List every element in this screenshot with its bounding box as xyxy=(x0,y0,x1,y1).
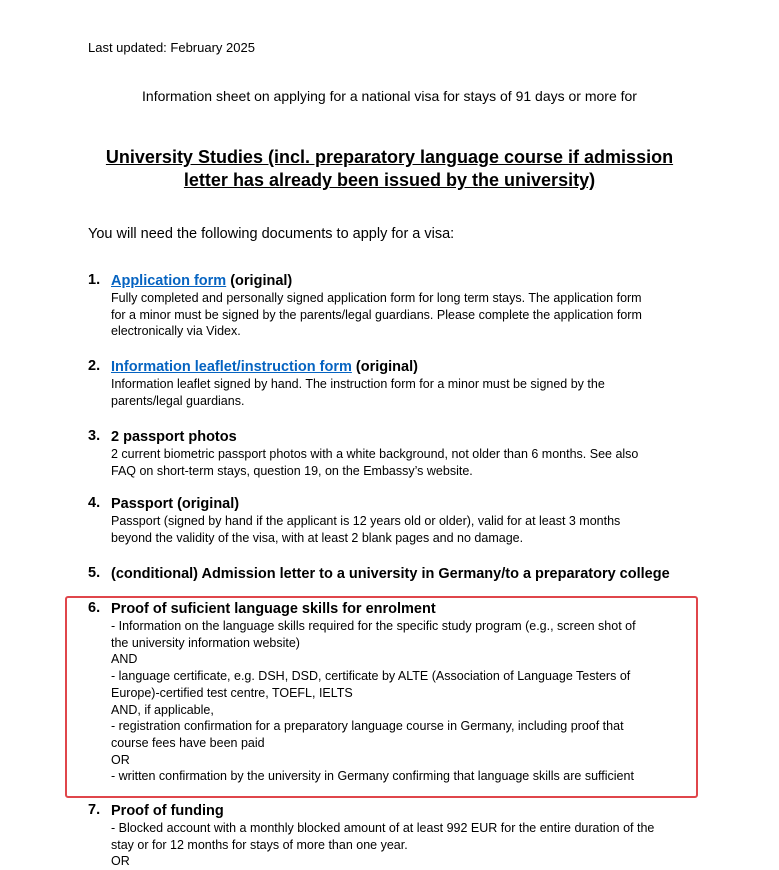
page-title xyxy=(60,146,719,192)
item-line: course fees have been paid xyxy=(111,735,265,750)
item-heading: Application form (original) xyxy=(111,273,293,289)
list-item-proof-of-funding xyxy=(88,802,708,870)
item-line: - Information on the language skills required for the specific study program (e.g., screen shot of xyxy=(111,619,636,633)
item-line: - registration confirmation for a preparatory language course in Germany, including proof that xyxy=(111,719,624,734)
list-item-language-skills xyxy=(88,600,708,785)
last-updated: Last updated: February 2025 xyxy=(88,40,255,55)
item-heading: Proof of suficient language skills for enrolment xyxy=(111,601,436,617)
intro-text: You will need the following documents to apply for a visa: xyxy=(88,226,455,242)
item-line: Europe)-certified test centre, TOEFL, IELTS xyxy=(111,685,353,700)
item-line: for a minor must be signed by the parents/legal guardians. Please complete the application form xyxy=(111,307,642,322)
item-number: 4. xyxy=(88,495,101,511)
item-line: Information leaflet signed by hand. The instruction form for a minor must be signed by the xyxy=(111,377,605,391)
item-number: 2. xyxy=(88,358,101,374)
item-line: parents/legal guardians. xyxy=(111,393,245,408)
information-leaflet-link[interactable]: Information leaflet/instruction form xyxy=(111,359,352,375)
list-item-passport xyxy=(88,495,708,546)
item-heading: Proof of funding xyxy=(111,803,224,819)
item-line: AND, if applicable, xyxy=(111,702,214,717)
application-form-link[interactable]: Application form xyxy=(111,273,227,289)
item-number: 7. xyxy=(88,802,101,818)
item-line: FAQ on short-term stays, question 19, on the Embassy’s website. xyxy=(111,463,473,478)
list-item-admission-letter xyxy=(88,565,708,583)
title-line-1: University Studies (incl. preparatory language course if admission xyxy=(105,147,674,167)
item-line: - Blocked account with a monthly blocked amount of at least 992 EUR for the entire duration of the xyxy=(111,821,655,835)
item-line: - language certificate, e.g. DSH, DSD, certificate by ALTE (Association of Language Testers of xyxy=(111,669,631,684)
item-line: Passport (signed by hand if the applicant is 12 years old or older), valid for at least 3 months xyxy=(111,514,621,528)
item-number: 3. xyxy=(88,428,101,444)
list-item-passport-photos xyxy=(88,428,708,479)
item-number: 6. xyxy=(88,600,101,616)
list-item-information-leaflet xyxy=(88,358,708,409)
item-line: electronically via Videx. xyxy=(111,324,241,339)
item-line: beyond the validity of the visa, with at least 2 blank pages and no damage. xyxy=(111,530,524,545)
item-heading: (conditional) Admission letter to a university in Germany/to a preparatory college xyxy=(111,566,670,582)
item-heading: Information leaflet/instruction form (original) xyxy=(111,359,418,375)
subtitle: Information sheet on applying for a national visa for stays of 91 days or more for xyxy=(142,88,637,104)
list-item-application-form xyxy=(88,272,708,340)
item-line: OR xyxy=(111,854,130,869)
item-line: AND xyxy=(111,652,138,667)
item-heading: 2 passport photos xyxy=(111,429,237,445)
item-line: - written confirmation by the university in Germany confirming that language skills are sufficient xyxy=(111,769,634,784)
item-number: 5. xyxy=(88,565,101,581)
item-line: OR xyxy=(111,752,130,767)
item-heading: Passport (original) xyxy=(111,496,240,512)
item-line: Fully completed and personally signed application form for long term stays. The application form xyxy=(111,291,642,305)
item-line: 2 current biometric passport photos with a white background, not older than 6 months. See also xyxy=(111,447,639,461)
item-number: 1. xyxy=(88,272,101,288)
item-line: stay or for 12 months for stays of more than one year. xyxy=(111,837,408,852)
title-line-2: letter has already been issued by the university) xyxy=(183,170,596,190)
item-line: the university information website) xyxy=(111,635,300,650)
